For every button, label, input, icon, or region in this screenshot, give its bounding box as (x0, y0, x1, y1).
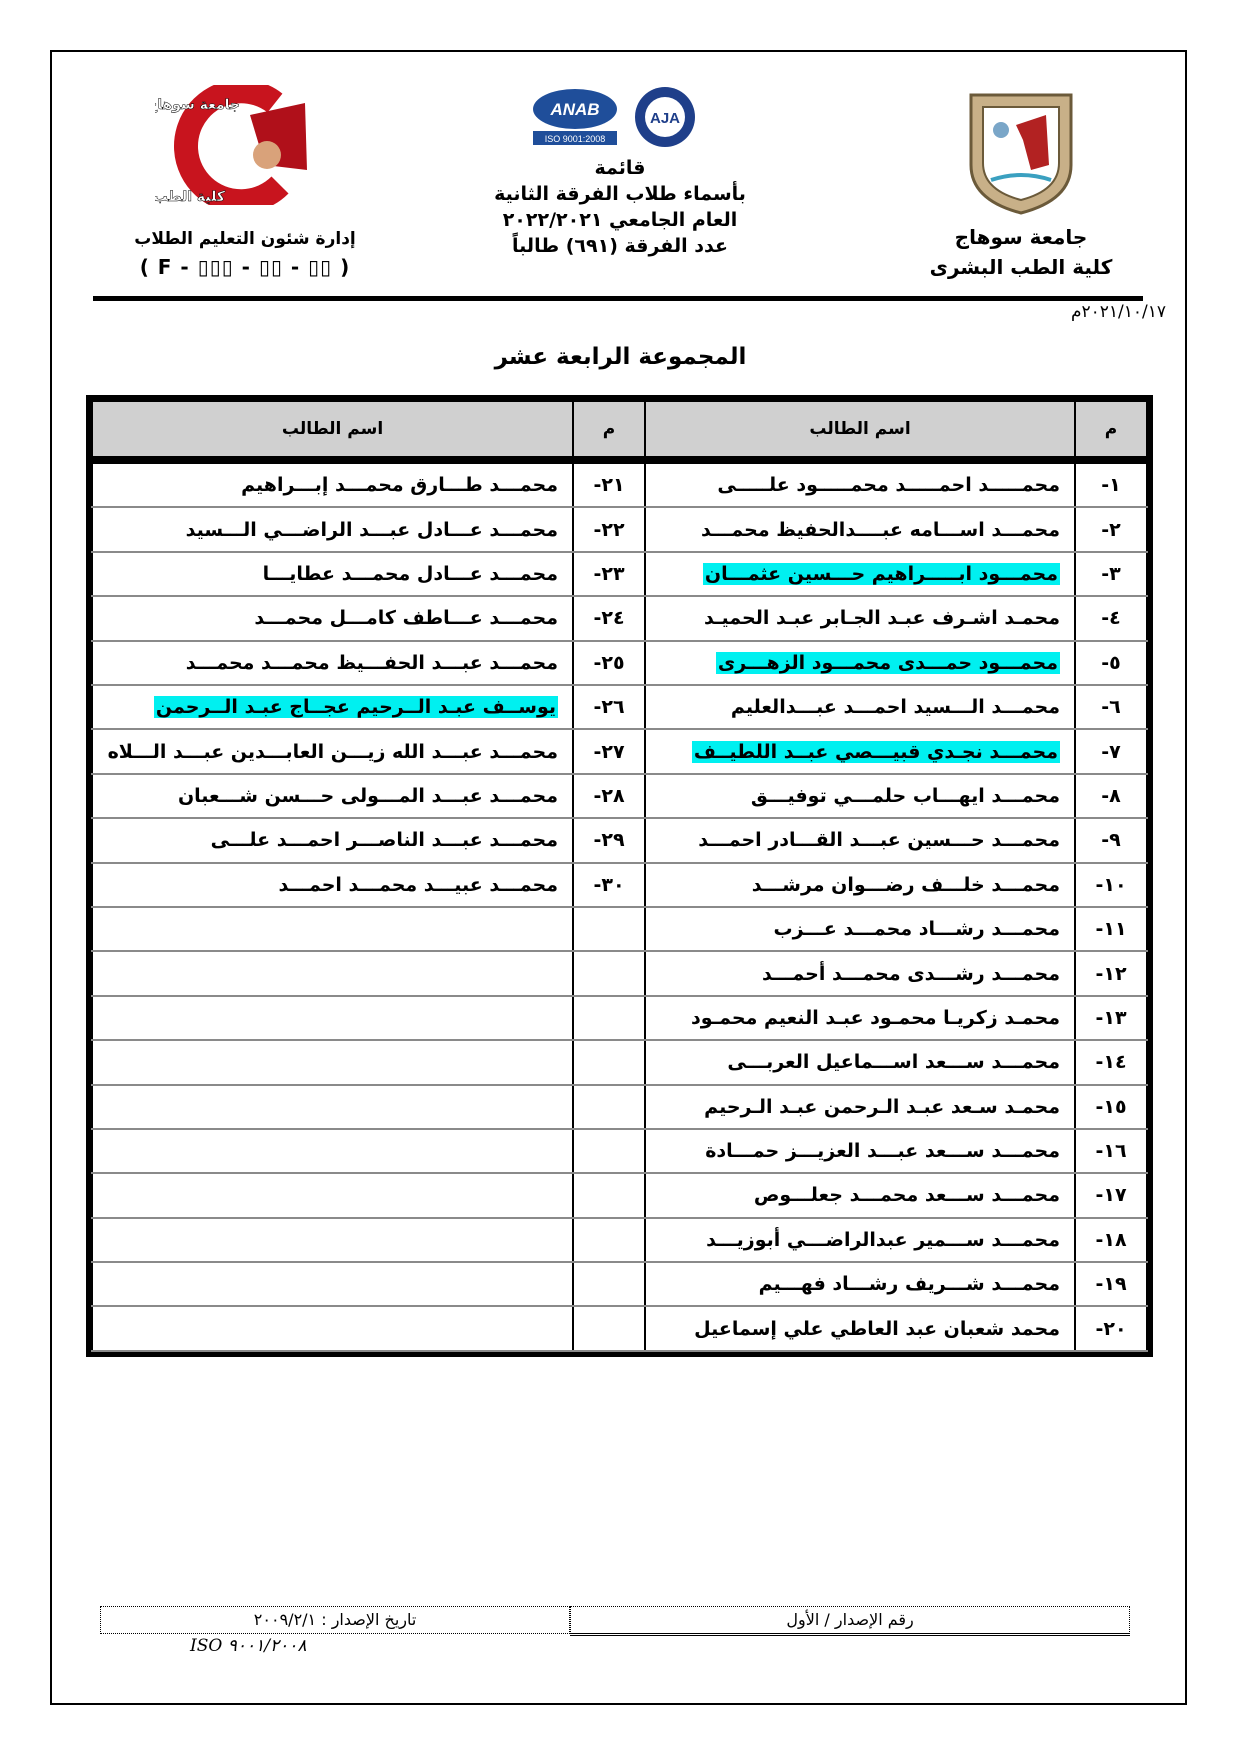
name-text: محمـد اشـرف عبـد الجـابر عبـد الحميـد (704, 607, 1060, 630)
name-text: محمـــد ســـعد محمـــد جعلـــوص (753, 1184, 1060, 1207)
student-name (92, 1173, 573, 1217)
table-row (92, 641, 1147, 685)
name-text: محمـــد خلـــف رضـــوان مرشـــد (751, 873, 1060, 896)
student-number: ١٠- (1075, 863, 1147, 907)
name-text: محمد شعبان عبد العاطي علي إسماعيل (694, 1317, 1060, 1340)
student-number (573, 996, 645, 1040)
department-name: إدارة شئون التعليم الطلاب (134, 229, 356, 249)
student-number: ٢٤- (573, 596, 645, 640)
table-row (92, 1085, 1147, 1129)
student-name (645, 552, 1075, 596)
header-divider (93, 296, 1143, 301)
student-name (92, 818, 573, 862)
table-row (92, 596, 1147, 640)
iso-badge-label: ISO 9001:2008 (544, 134, 606, 144)
student-name (645, 907, 1075, 951)
table-row (92, 460, 1147, 507)
form-code: ( F - ▯▯▯ - ▯▯ - ▯▯ ) (139, 255, 351, 279)
student-number (573, 1262, 645, 1306)
aja-label: AJA (649, 110, 681, 127)
name-text: محمـــد حـــسين عبـــد القـــادر احمـــد (698, 829, 1060, 852)
student-number (573, 951, 645, 995)
anab-label: ANAB (550, 100, 600, 119)
issue-date: تاريخ الإصدار : ٢٠٠٩/٢/١ (100, 1606, 570, 1634)
student-name (645, 1040, 1075, 1084)
student-name (92, 774, 573, 818)
name-text: محمـد زكريـا محمـود عبـد النعيم محمـود (691, 1006, 1060, 1029)
name-text: محمـــد اســـامه عبــــدالحفيظ محمـــد (700, 518, 1060, 541)
student-number (573, 1218, 645, 1262)
name-text: محمـــد عبـــد المـــولى حـــسن شـــعبان (177, 784, 558, 807)
name-text: محمـــد عبـــد الله زيـــن العابـــدين عبـــد الـــلاه (107, 740, 558, 763)
student-name (92, 1262, 573, 1306)
student-name (645, 863, 1075, 907)
student-name (645, 1218, 1075, 1262)
name-text: محمـــد عـــادل محمـــد عطايـــا (262, 563, 558, 585)
name-text: محمـــد عـــادل عبـــد الراضـــي الـــسيد (185, 518, 558, 541)
student-number (573, 1040, 645, 1084)
student-number: ٢٩- (573, 818, 645, 862)
university-name: جامعة سوهاج (954, 225, 1088, 249)
name-text: محمـــد عـــاطف كامـــل محمـــد (254, 607, 558, 630)
student-name (92, 907, 573, 951)
student-count: عدد الفرقة (٦٩١) طالباً (512, 235, 728, 257)
student-number: ١- (1075, 460, 1147, 507)
title-block (494, 85, 746, 259)
student-number (573, 907, 645, 951)
academic-year: العام الجامعي ٢٠٢٢/٢٠٢١ (502, 209, 738, 231)
student-number: ٢٥- (573, 641, 645, 685)
name-text: محمـــد ســـعد عبـــد العزيـــز حمـــادة (705, 1140, 1060, 1163)
student-number: ٦- (1075, 685, 1147, 729)
student-name (645, 1085, 1075, 1129)
student-number: ١٦- (1075, 1129, 1147, 1173)
student-roster-table (86, 395, 1153, 1357)
student-number: ٢٧- (573, 729, 645, 773)
group-title: المجموعة الرابعة عشر (494, 344, 747, 370)
table-row (92, 1173, 1147, 1217)
highlighted-name: محمـــود حمـــدى محمـــود الزهـــرى (717, 651, 1058, 674)
student-number: ١٥- (1075, 1085, 1147, 1129)
name-text: محمـــد عبيـــد محمـــد احمـــد (278, 873, 558, 896)
table-row (92, 951, 1147, 995)
student-number: ٩- (1075, 818, 1147, 862)
student-name (645, 1173, 1075, 1217)
table-row (92, 996, 1147, 1040)
student-number: ٢٢- (573, 507, 645, 551)
faculty-name: كلية الطب البشرى (929, 255, 1113, 279)
student-number: ٢٨- (573, 774, 645, 818)
table-row (92, 1218, 1147, 1262)
student-name (92, 1306, 573, 1351)
student-name (92, 1129, 573, 1173)
student-number: ٣- (1075, 552, 1147, 596)
student-number: ١٢- (1075, 951, 1147, 995)
table-row (92, 774, 1147, 818)
highlighted-name: محمـــد نجـدي قبيـــصي عبــد اللطيــف (693, 740, 1058, 763)
highlighted-name: محمـــود ابـــــراهيم حـــسين عثمـــان (704, 563, 1058, 585)
student-name (645, 774, 1075, 818)
document-footer (100, 1606, 1130, 1634)
student-name (92, 996, 573, 1040)
student-name (645, 1306, 1075, 1351)
table-row (92, 1040, 1147, 1084)
university-block (921, 85, 1121, 279)
student-name (92, 729, 573, 773)
table-row (92, 863, 1147, 907)
student-number: ٥- (1075, 641, 1147, 685)
table-row (92, 1129, 1147, 1173)
student-name (645, 596, 1075, 640)
iso-certification-badges-icon (525, 85, 715, 151)
student-name (645, 685, 1075, 729)
student-name (92, 460, 573, 507)
sohag-university-crest-icon (961, 85, 1081, 215)
student-number (573, 1085, 645, 1129)
name-text: محمـــد الـــسيد احمـــد عبـــدالعليم (730, 696, 1060, 719)
student-name (645, 507, 1075, 551)
header-name-right: اسم الطالب (645, 401, 1075, 460)
name-text: محمـــد عبـــد الحفـــيظ محمـــد محمـــد (185, 651, 558, 674)
student-name (92, 1218, 573, 1262)
header-number-left: م (573, 401, 645, 460)
issue-number: رقم الإصدار / الأول (570, 1606, 1130, 1636)
table-row (92, 685, 1147, 729)
logo-arc-top-text: جامعة سوهاج (155, 97, 240, 113)
student-number: ١٤- (1075, 1040, 1147, 1084)
student-number: ٢٠- (1075, 1306, 1147, 1351)
name-text: محمـــد طـــارق محمـــد إبـــراهيم (241, 474, 558, 497)
name-text: محمـــد ايهـــاب حلمـــي توفيـــق (750, 784, 1060, 807)
name-text: محمـــد رشـــدى محمـــد أحمـــد (761, 962, 1060, 985)
student-number: ٣٠- (573, 863, 645, 907)
highlighted-name: يوســف عبـد الــرحيم عجــاج عبـد الــرحمن (155, 696, 556, 719)
student-number: ٨- (1075, 774, 1147, 818)
student-number: ٢٦- (573, 685, 645, 729)
name-text: محمـــــد احمـــــد محمـــــود علـــــى (717, 474, 1060, 497)
table-row (92, 907, 1147, 951)
student-name (92, 1085, 573, 1129)
table-row (92, 1306, 1147, 1351)
student-name (92, 552, 573, 596)
table-header-row (92, 401, 1147, 460)
student-name (645, 729, 1075, 773)
student-name (645, 1129, 1075, 1173)
student-number: ٧- (1075, 729, 1147, 773)
student-name (92, 596, 573, 640)
student-number: ٢٣- (573, 552, 645, 596)
logo-arc-bottom-text: كلية الطب (155, 189, 225, 205)
student-name (645, 460, 1075, 507)
name-text: محمـــد ســـعد اســـماعيل العربـــى (727, 1051, 1060, 1074)
title-line-1: قائمة (594, 157, 646, 179)
student-name (92, 951, 573, 995)
student-number (573, 1129, 645, 1173)
student-name (92, 507, 573, 551)
student-name (92, 641, 573, 685)
student-number: ١١- (1075, 907, 1147, 951)
name-text: محمـــد شـــريف رشـــاد فهـــيم (758, 1273, 1060, 1296)
student-name (92, 863, 573, 907)
student-number (573, 1173, 645, 1217)
table-row (92, 729, 1147, 773)
student-number: ١٨- (1075, 1218, 1147, 1262)
student-name (645, 641, 1075, 685)
table-row (92, 818, 1147, 862)
table-row (92, 552, 1147, 596)
student-number: ١٧- (1075, 1173, 1147, 1217)
header-name-left: اسم الطالب (92, 401, 573, 460)
name-text: محمـــد ســـمير عبدالراضـــي أبوزيـــد (706, 1228, 1060, 1251)
student-number: ١٩- (1075, 1262, 1147, 1306)
table-row (92, 507, 1147, 551)
iso-standard: ISO ٩٠٠١/٢٠٠٨ (190, 1636, 307, 1656)
student-name (645, 996, 1075, 1040)
student-name (645, 951, 1075, 995)
name-text: محمـد سـعد عبـد الـرحمن عبـد الـرحيم (704, 1095, 1060, 1118)
student-number: ٤- (1075, 596, 1147, 640)
document-date: ٢٠٢١/١٠/١٧م (1070, 302, 1166, 322)
department-block (120, 85, 370, 279)
table-row (92, 1262, 1147, 1306)
student-name (92, 1040, 573, 1084)
student-name (92, 685, 573, 729)
student-name (645, 818, 1075, 862)
title-line-2: بأسماء طلاب الفرقة الثانية (494, 183, 746, 205)
header-number-right: م (1075, 401, 1147, 460)
student-number: ٢١- (573, 460, 645, 507)
student-number (573, 1306, 645, 1351)
faculty-of-medicine-logo-icon (155, 85, 335, 205)
student-number: ٢- (1075, 507, 1147, 551)
student-name (645, 1262, 1075, 1306)
name-text: محمـــد عبـــد الناصـــر احمـــد علـــى (210, 829, 558, 852)
student-number: ١٣- (1075, 996, 1147, 1040)
name-text: محمـــد رشـــاد محمـــد عـــزب (773, 918, 1060, 941)
